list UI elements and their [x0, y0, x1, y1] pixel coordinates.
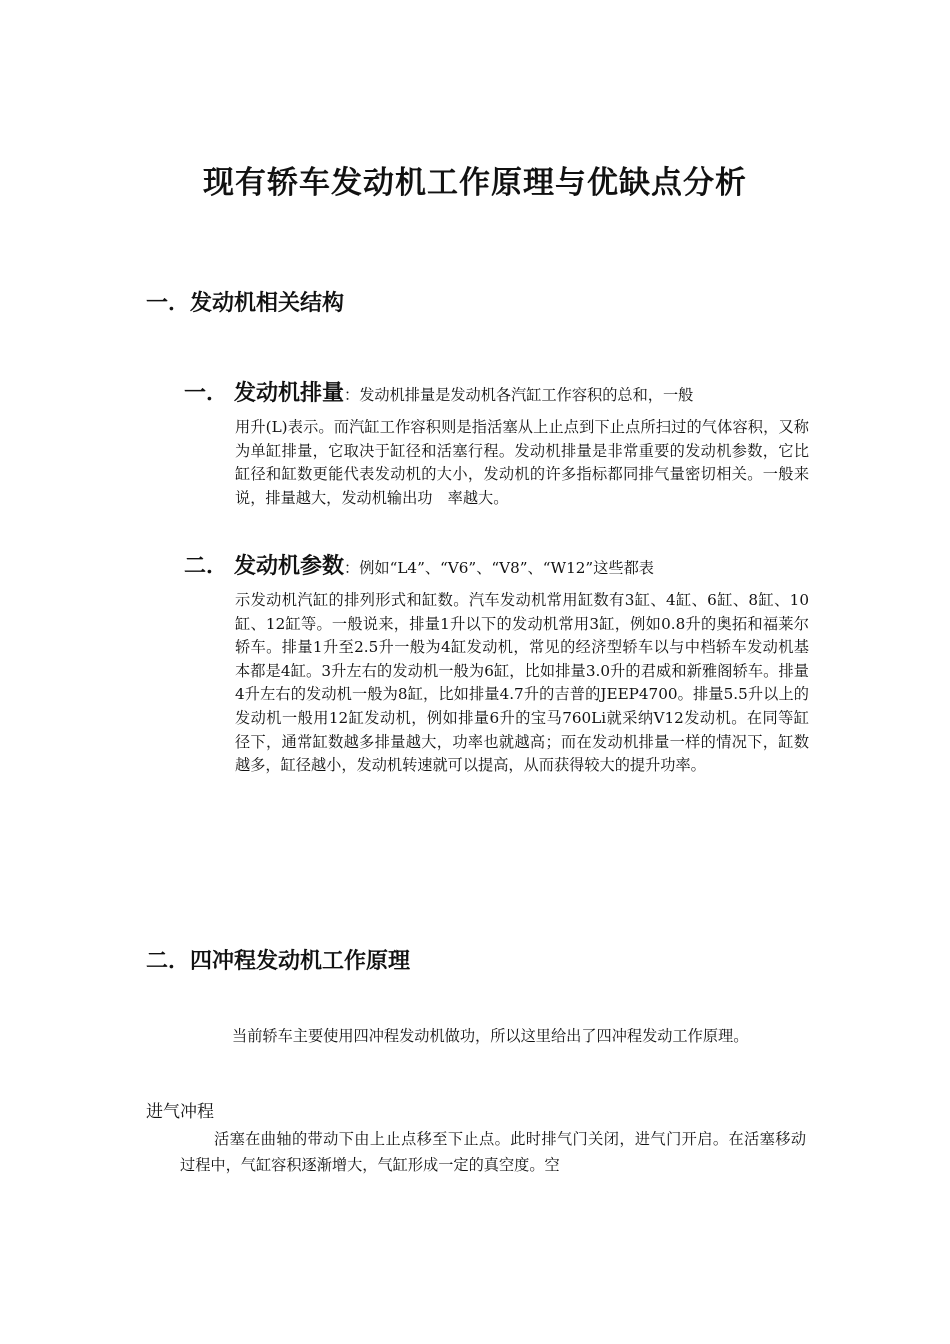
subsection-number: 一． — [184, 380, 229, 406]
subsection-first-line — [184, 378, 809, 410]
intake-stroke-title: 进气冲程 — [146, 1102, 214, 1122]
subsection-number: 二． — [184, 553, 229, 579]
subsection-displacement — [184, 378, 809, 510]
section-intro-paragraph: 当前轿车主要使用四冲程发动机做功，所以这里给出了四冲程发动工作原理。 — [232, 1027, 749, 1045]
subsection-lead-text: ：例如“L4”、“V6”、“V8”、“W12”这些都表 — [344, 559, 654, 577]
section-heading-structure: 一．发动机相关结构 — [146, 290, 345, 316]
section-heading-four-stroke: 二．四冲程发动机工作原理 — [146, 948, 411, 974]
subsection-body-text: 用升(L)表示。而汽缸工作容积则是指活塞从上止点到下止点所扫过的气体容积，又称为单缸排量，它取决于缸径和活塞行程。发动机排量是非常重要的发动机参数，它比缸径和缸数更能代表发动机的大小，发动机的许多指标都同排气量密切相关。一般来说，排量越大，发动机输出功 率越大。 — [235, 418, 809, 507]
subsection-body-text: 示发动机汽缸的排列形式和缸数。汽车发动机常用缸数有3缸、4缸、6缸、8缸、10缸、12缸等。一般说来，排量1升以下的发动机常用3缸，例如0.8升的奥拓和福莱尔轿车。排量1升至2.5升一般为4缸发动机，常见的经济型轿车以与中档轿车发动机基本都是4缸。3升左右的发动机一般为6缸，比如排量3.0升的君威和新雅阁轿车。排量4升左右的发动机一般为8缸，比如排量4.7升的吉普的JEEP4700。排量5.5升以上的发动机一般用12缸发动机，例如排量6升的宝马760Li就采纳V12发动机。在同等缸径下，通常缸数越多排量越大，功率也就越高；而在发动机排量一样的情况下，缸数越多，缸径越小，发动机转速就可以提高，从而获得较大的提升功率。 — [235, 591, 809, 775]
subsection-lead-text: ：发动机排量是发动机各汽缸工作容积的总和，一般 — [344, 386, 694, 404]
subsection-term: 发动机排量 — [234, 380, 345, 406]
intake-stroke-paragraph: 活塞在曲轴的带动下由上止点移至下止点。此时排气门关闭，进气门开启。在活塞移动过程中，气缸容积逐渐增大，气缸形成一定的真空度。空 — [180, 1130, 806, 1174]
subsection-term: 发动机参数 — [234, 553, 345, 579]
page-title: 现有轿车发动机工作原理与优缺点分析 — [203, 165, 747, 201]
subsection-first-line — [184, 551, 809, 583]
subsection-parameters — [184, 551, 809, 778]
